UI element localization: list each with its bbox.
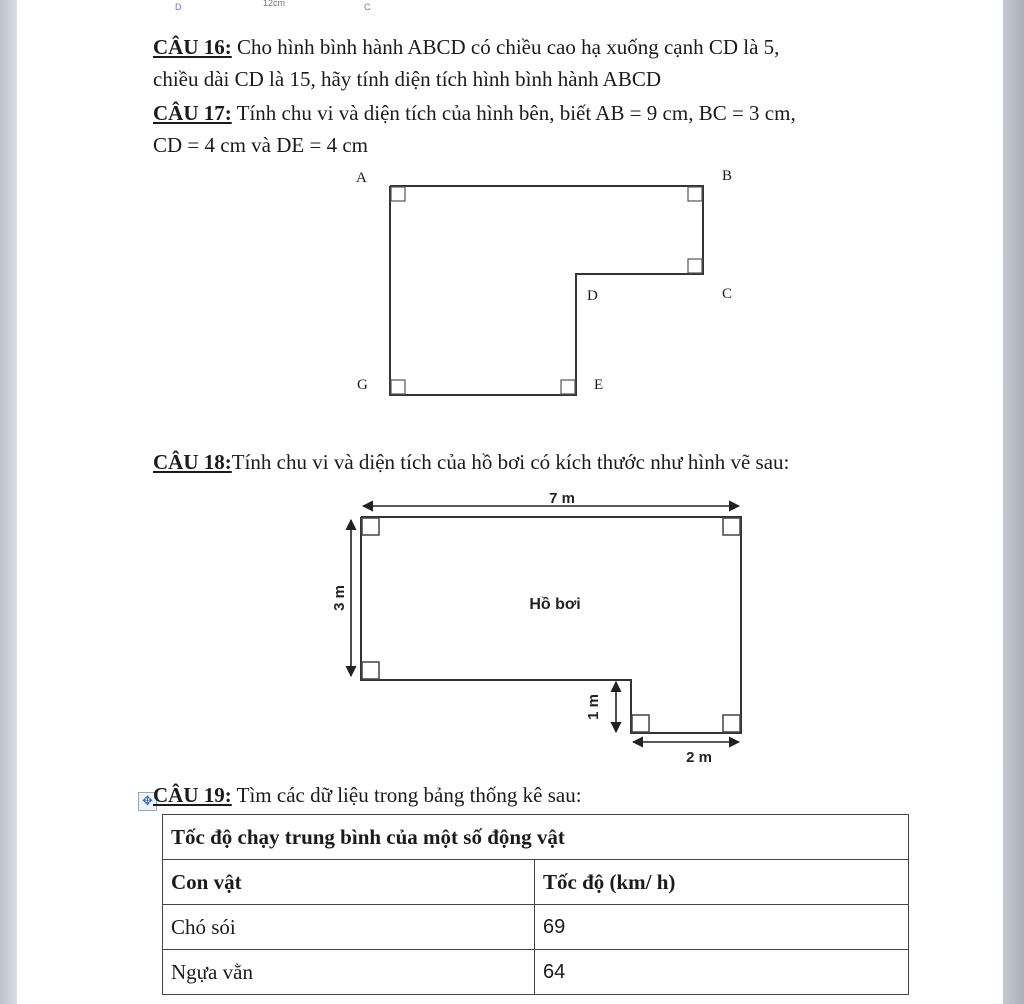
pool-right-angle-5 xyxy=(723,715,740,732)
q18-figure xyxy=(17,480,1003,780)
q18-label: CÂU 18: xyxy=(153,450,232,474)
q18-text: Tính chu vi và diện tích của hồ bơi có kích thước như hình vẽ sau: xyxy=(231,450,790,474)
top-fig-label-c: C xyxy=(364,2,371,12)
pool-right-angle-3 xyxy=(362,662,379,679)
left-dimension-label: 3 m xyxy=(331,585,348,611)
left-margin-bar xyxy=(0,0,17,1004)
table-header-row xyxy=(163,860,909,905)
table-title-row xyxy=(163,815,909,860)
right-scrollbar[interactable] xyxy=(1003,0,1024,1004)
pool-center-label: Hồ bơi xyxy=(529,596,581,613)
cell-speed: 64 xyxy=(535,950,909,995)
q18-line xyxy=(153,446,789,478)
q17-shape-outline xyxy=(390,186,703,395)
q17-vertex-c: C xyxy=(722,286,733,302)
cell-speed: 69 xyxy=(535,905,909,950)
q17-text1: Tính chu vi và diện tích của hình bên, biết AB = 9 cm, BC = 3 cm, xyxy=(231,101,796,125)
header-speed: Tốc độ (km/ h) xyxy=(535,860,909,905)
q17-vertex-d: D xyxy=(587,288,598,304)
top-fig-dimension: 12cm xyxy=(263,0,286,8)
right-angle-b xyxy=(688,187,702,201)
q19-text: Tìm các dữ liệu trong bảng thống kê sau: xyxy=(231,783,582,807)
speed-table xyxy=(162,814,909,995)
move-icon: ✥ xyxy=(142,794,153,809)
right-angle-e xyxy=(561,380,575,394)
q19-line xyxy=(153,779,582,811)
notch-dimension-label: 1 m xyxy=(585,694,602,720)
cell-animal: Chó sói xyxy=(163,905,535,950)
table-title-cell: Tốc độ chạy trung bình của một số động vật xyxy=(163,815,909,860)
document-page xyxy=(17,0,1003,1004)
q16-label: CÂU 16: xyxy=(153,35,232,59)
table-row xyxy=(163,950,909,995)
right-angle-c xyxy=(688,259,702,273)
q17-vertex-g: G xyxy=(357,377,368,393)
top-dimension-label: 7 m xyxy=(549,490,575,507)
top-fig-label-d: D xyxy=(175,2,182,12)
cell-animal: Ngựa vằn xyxy=(163,950,535,995)
q16-line2: chiều dài CD là 15, hãy tính diện tích hình bình hành ABCD xyxy=(153,67,662,91)
q17-label: CÂU 17: xyxy=(153,101,232,125)
pool-right-angle-1 xyxy=(362,518,379,535)
q17-vertex-b: B xyxy=(722,168,733,184)
right-angle-a xyxy=(391,187,405,201)
q17-figure xyxy=(17,0,1003,420)
q16-text1: Cho hình bình hành ABCD có chiều cao hạ xuống cạnh CD là 5, xyxy=(231,35,780,59)
q19-label: CÂU 19: xyxy=(153,783,232,807)
header-animal: Con vật xyxy=(163,860,535,905)
q17-line2: CD = 4 cm và DE = 4 cm xyxy=(153,133,368,157)
pool-right-angle-2 xyxy=(723,518,740,535)
bottom-dimension-label: 2 m xyxy=(686,749,712,766)
table-row xyxy=(163,905,909,950)
q17-vertex-a: A xyxy=(356,170,367,186)
pool-outline xyxy=(361,517,741,733)
right-angle-g xyxy=(391,380,405,394)
q17-vertex-e: E xyxy=(594,377,604,393)
pool-right-angle-4 xyxy=(632,715,649,732)
